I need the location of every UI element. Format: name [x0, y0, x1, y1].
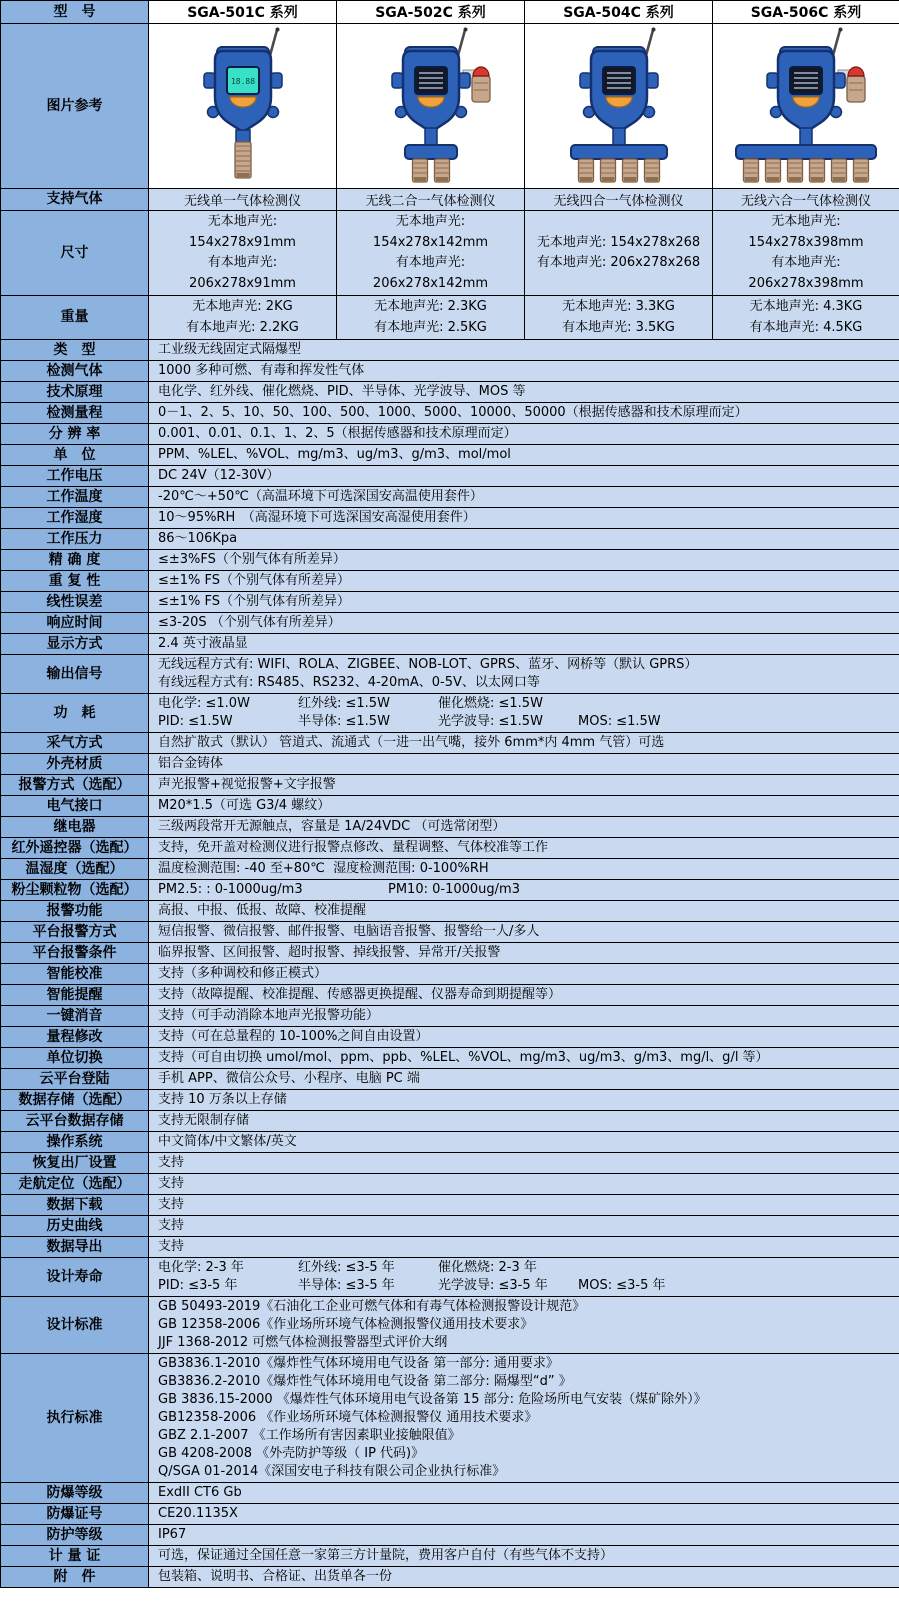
row-value	[149, 592, 899, 613]
spec-row-28	[1, 964, 899, 985]
row-label: 云平台数据存储	[1, 1111, 149, 1132]
model-name-sga-506c: SGA-506C 系列	[713, 1, 899, 24]
row-value-line: GB12358-2006 《作业场所环境气体检测报警仪 通用技术要求》	[158, 1410, 538, 1425]
image-reference-row	[1, 24, 899, 189]
spec-row-30	[1, 1006, 899, 1027]
spec-row-19	[1, 775, 899, 796]
row-value	[149, 838, 899, 859]
row-value	[149, 634, 899, 655]
row-label: 计 量 证	[1, 1546, 149, 1567]
spec-row-46	[1, 1504, 899, 1525]
row-label: 智能校准	[1, 964, 149, 985]
row-label: 报警方式（选配）	[1, 775, 149, 796]
row-label: 线性误差	[1, 592, 149, 613]
model-header-label: 型 号	[1, 1, 149, 24]
row-label: 报警功能	[1, 901, 149, 922]
row-value	[149, 1216, 899, 1237]
row-value	[149, 733, 899, 754]
spec-row-14	[1, 634, 899, 655]
spec-row-45	[1, 1483, 899, 1504]
row-label: 平台报警条件	[1, 943, 149, 964]
row-value-line: 临界报警、区间报警、超时报警、掉线报警、异常开/关报警	[158, 945, 501, 960]
spec-row-29	[1, 985, 899, 1006]
row-value	[149, 1069, 899, 1090]
row-value-line: Q/SGA 01-2014《深国安电子科技有限公司企业执行标准》	[158, 1464, 506, 1479]
row-value	[149, 1111, 899, 1132]
spec-row-44	[1, 1354, 899, 1483]
spec-row-25	[1, 901, 899, 922]
spec-row-1	[1, 361, 899, 382]
spec-row-0	[1, 340, 899, 361]
size-line: 无本地声光: 154x278x268	[536, 234, 701, 250]
row-value	[149, 880, 899, 901]
row-value-line: GBZ 2.1-2007 《工作场所有害因素职业接触限值》	[158, 1428, 461, 1443]
row-value	[149, 1567, 899, 1588]
row-value-line: ≤±1% FS（个别气体有所差异）	[158, 594, 351, 609]
size-cell	[337, 211, 525, 296]
row-label: 红外遥控器（选配）	[1, 838, 149, 859]
spec-row-33	[1, 1069, 899, 1090]
row-value	[149, 361, 899, 382]
model-name-sga-504c: SGA-504C 系列	[525, 1, 713, 24]
row-value-line: 手机 APP、微信公众号、小程序、电脑 PC 端	[158, 1071, 420, 1086]
row-value-line: 高报、中报、低报、故障、校准提醒	[158, 903, 367, 918]
row-value-line	[158, 713, 890, 731]
value-segment: 催化燃烧: 2-3 年	[438, 1260, 537, 1275]
row-label: 外壳材质	[1, 754, 149, 775]
row-value	[149, 403, 899, 424]
size-line: 有本地声光: 206x278x268	[536, 255, 701, 270]
row-value-line: ≤3-20S （个别气体有所差异）	[158, 615, 341, 630]
weight-line: 无本地声光: 4.3KG	[749, 299, 863, 314]
row-value-line: IP67	[158, 1527, 187, 1542]
row-value-line: GB 12358-2006《作业场所环境气体检测报警仪通用技术要求》	[158, 1317, 534, 1332]
row-label: 数据导出	[1, 1237, 149, 1258]
row-value	[149, 694, 899, 733]
row-value	[149, 424, 899, 445]
row-value	[149, 922, 899, 943]
row-value	[149, 1132, 899, 1153]
spec-row-36	[1, 1132, 899, 1153]
gas-detector-image	[716, 24, 896, 184]
row-label: 采气方式	[1, 733, 149, 754]
row-value-line: 支持	[158, 1218, 185, 1233]
spec-row-34	[1, 1090, 899, 1111]
row-label: 支持气体	[1, 189, 149, 211]
spec-row-11	[1, 571, 899, 592]
row-value-line: 支持（故障提醒、校准提醒、传感器更换提醒、仪器寿命到期提醒等）	[158, 987, 562, 1002]
spec-row-22	[1, 838, 899, 859]
row-value	[149, 1027, 899, 1048]
row-value-line: 工业级无线固定式隔爆型	[158, 342, 302, 357]
size-cell	[525, 211, 713, 296]
row-label: 电气接口	[1, 796, 149, 817]
row-value	[149, 817, 899, 838]
row-value-line: 中文简体/中文繁体/英文	[158, 1134, 297, 1149]
model-header-row	[1, 1, 899, 24]
row-value	[149, 1048, 899, 1069]
weight-row	[1, 296, 899, 340]
row-label: 防护等级	[1, 1525, 149, 1546]
row-label: 尺寸	[1, 211, 149, 296]
value-segment: MOS: ≤1.5W	[578, 714, 661, 729]
spec-row-35	[1, 1111, 899, 1132]
value-segment: 电化学: ≤1.0W	[158, 696, 250, 711]
image-cell-sga-506c	[713, 24, 899, 189]
row-value-line: 10～95%RH （高湿环境下可选深国安高湿使用套件）	[158, 510, 476, 525]
spec-row-38	[1, 1174, 899, 1195]
row-value-line: ≤±1% FS（个别气体有所差异）	[158, 573, 351, 588]
size-line: 无本地声光: 154x278x398mm	[748, 214, 864, 250]
spec-row-3	[1, 403, 899, 424]
row-value-line	[158, 1277, 890, 1295]
image-cell-sga-502c	[337, 24, 525, 189]
weight-line: 有本地声光: 3.5KG	[562, 319, 675, 335]
row-value	[149, 964, 899, 985]
row-label: 防爆证号	[1, 1504, 149, 1525]
value-segment: 光学波导: ≤1.5W	[438, 714, 543, 729]
row-value-line: 支持（可在总量程的 10-100%之间自由设置）	[158, 1029, 429, 1044]
row-value-line	[158, 695, 890, 713]
spec-row-49	[1, 1567, 899, 1588]
gas-detector-image	[341, 24, 521, 184]
row-value-line: JJF 1368-2012 可燃气体检测报警器型式评价大纲	[158, 1335, 448, 1350]
weight-line: 无本地声光: 3.3KG	[562, 299, 675, 314]
value-segment: PID: ≤3-5 年	[158, 1278, 238, 1293]
row-label: 重量	[1, 296, 149, 340]
row-label: 精 确 度	[1, 550, 149, 571]
size-cell	[713, 211, 899, 296]
row-value-line: GB3836.1-2010《爆炸性气体环境用电气设备 第一部分: 通用要求》	[158, 1356, 559, 1371]
row-label: 走航定位（选配）	[1, 1174, 149, 1195]
spec-row-32	[1, 1048, 899, 1069]
row-label: 附 件	[1, 1567, 149, 1588]
row-value-line: 支持	[158, 1197, 185, 1212]
row-value-line: 0－1、2、5、10、50、100、500、1000、5000、10000、50000（根据传感器和技术原理而定）	[158, 405, 748, 420]
row-label: 恢复出厂设置	[1, 1153, 149, 1174]
row-label: 平台报警方式	[1, 922, 149, 943]
size-line: 无本地声光: 154x278x142mm	[372, 214, 489, 250]
row-value	[149, 1297, 899, 1354]
spec-row-15	[1, 655, 899, 694]
row-value-line: DC 24V（12-30V）	[158, 468, 280, 483]
row-value	[149, 445, 899, 466]
svg-text:18.88: 18.88	[230, 77, 255, 86]
spec-row-12	[1, 592, 899, 613]
row-value-line: 支持	[158, 1176, 185, 1191]
size-line: 有本地声光: 206x278x142mm	[372, 255, 489, 291]
row-value-line: 包装箱、说明书、合格证、出货单各一份	[158, 1569, 393, 1584]
row-label: 分 辨 率	[1, 424, 149, 445]
weight-line: 无本地声光: 2.3KG	[374, 299, 487, 314]
row-value	[149, 1153, 899, 1174]
spec-row-20	[1, 796, 899, 817]
row-value-line: GB3836.2-2010《爆炸性气体环境用电气设备 第二部分: 隔爆型“d” 》	[158, 1374, 572, 1389]
spec-row-43	[1, 1297, 899, 1354]
row-value	[149, 1006, 899, 1027]
row-value	[149, 1090, 899, 1111]
row-value	[149, 1483, 899, 1504]
spec-row-5	[1, 445, 899, 466]
spec-row-40	[1, 1216, 899, 1237]
row-value-line: GB 50493-2019《石油化工企业可燃气体和有毒气体检测报警设计规范》	[158, 1299, 586, 1314]
image-cell-sga-501c	[149, 24, 337, 189]
weight-line: 有本地声光: 4.5KG	[749, 319, 863, 335]
row-value	[149, 487, 899, 508]
image-cell-sga-504c	[525, 24, 713, 189]
row-label: 量程修改	[1, 1027, 149, 1048]
spec-row-21	[1, 817, 899, 838]
row-value	[149, 571, 899, 592]
size-line: 无本地声光: 154x278x91mm	[189, 214, 296, 250]
row-label: 单 位	[1, 445, 149, 466]
row-value	[149, 529, 899, 550]
row-label: 技术原理	[1, 382, 149, 403]
row-value-line: 电化学、红外线、催化燃烧、PID、半导体、光学波导、MOS 等	[158, 384, 526, 399]
row-value-line: GB 4208-2008 《外壳防护等级（ IP 代码)》	[158, 1446, 425, 1461]
row-value-line: CE20.1135X	[158, 1506, 238, 1521]
row-value-line: 温度检测范围: -40 至+80℃ 湿度检测范围: 0-100%RH	[158, 861, 489, 876]
value-segment: 红外线: ≤3-5 年	[298, 1260, 395, 1275]
row-value-line: M20*1.5（可选 G3/4 螺纹）	[158, 798, 331, 813]
gas-type-cell: 无线单一气体检测仪	[149, 189, 337, 211]
row-value	[149, 550, 899, 571]
row-label: 执行标准	[1, 1354, 149, 1483]
spec-row-17	[1, 733, 899, 754]
row-value-line: PPM、%LEL、%VOL、mg/m3、ug/m3、g/m3、mol/mol	[158, 447, 511, 462]
row-value-line: 0.001、0.01、0.1、1、2、5（根据传感器和技术原理而定）	[158, 426, 517, 441]
row-value	[149, 901, 899, 922]
spec-row-24	[1, 880, 899, 901]
row-value	[149, 340, 899, 361]
row-label: 图片参考	[1, 24, 149, 189]
row-value-line: 支持（可手动消除本地声光报警功能）	[158, 1008, 380, 1023]
row-value	[149, 466, 899, 487]
row-value	[149, 775, 899, 796]
row-label: 温湿度（选配）	[1, 859, 149, 880]
value-segment: MOS: ≤3-5 年	[578, 1278, 666, 1293]
row-value-line: 支持（多种调校和修正模式）	[158, 966, 328, 981]
row-value-line: 支持	[158, 1239, 185, 1254]
spec-row-47	[1, 1525, 899, 1546]
row-value	[149, 1237, 899, 1258]
gas-type-cell: 无线二合一气体检测仪	[337, 189, 525, 211]
row-value	[149, 796, 899, 817]
row-label: 检测气体	[1, 361, 149, 382]
row-value-line: 支持 10 万条以上存储	[158, 1092, 287, 1107]
row-label: 输出信号	[1, 655, 149, 694]
value-segment: 光学波导: ≤3-5 年	[438, 1278, 548, 1293]
weight-cell	[713, 296, 899, 340]
value-segment: PID: ≤1.5W	[158, 714, 233, 729]
row-label: 云平台登陆	[1, 1069, 149, 1090]
size-line: 有本地声光: 206x278x398mm	[748, 255, 864, 291]
row-label: 功 耗	[1, 694, 149, 733]
weight-line: 有本地声光: 2.5KG	[374, 319, 487, 335]
row-label: 检测量程	[1, 403, 149, 424]
weight-line: 无本地声光: 2KG	[192, 299, 293, 314]
row-label: 操作系统	[1, 1132, 149, 1153]
row-value-line: 短信报警、微信报警、邮件报警、电脑语音报警、报警给一人/多人	[158, 924, 540, 939]
row-value-line: 无线远程方式有: WIFI、ROLA、ZIGBEE、NOB-LOT、GPRS、蓝牙、网桥等（默认 GPRS）	[158, 657, 698, 672]
row-value	[149, 613, 899, 634]
value-segment: 催化燃烧: ≤1.5W	[438, 696, 543, 711]
row-label: 单位切换	[1, 1048, 149, 1069]
row-value-line: 86～106Kpa	[158, 531, 238, 546]
spec-row-48	[1, 1546, 899, 1567]
row-value	[149, 382, 899, 403]
spec-row-42	[1, 1258, 899, 1297]
spec-row-10	[1, 550, 899, 571]
model-name-sga-501c: SGA-501C 系列	[149, 1, 337, 24]
row-label: 工作压力	[1, 529, 149, 550]
row-value-line: 三级两段常开无源触点，容量是 1A/24VDC （可选常闭型）	[158, 819, 506, 834]
row-value-line: GB 3836.15-2000 《爆炸性气体环境用电气设备第 15 部分: 危险场所电气安装（煤矿除外）》	[158, 1392, 707, 1407]
row-value	[149, 1546, 899, 1567]
row-label: 显示方式	[1, 634, 149, 655]
size-cell	[149, 211, 337, 296]
row-value-line	[158, 881, 890, 899]
row-value-line: 2.4 英寸液晶显	[158, 636, 248, 651]
spec-row-26	[1, 922, 899, 943]
value-segment: PM10: 0-1000ug/m3	[388, 882, 520, 897]
gas-type-cell: 无线六合一气体检测仪	[713, 189, 899, 211]
row-label: 智能提醒	[1, 985, 149, 1006]
row-value	[149, 508, 899, 529]
weight-cell	[337, 296, 525, 340]
row-value	[149, 1195, 899, 1216]
row-label: 数据存储（选配）	[1, 1090, 149, 1111]
row-value-line: 支持	[158, 1155, 185, 1170]
row-label: 一键消音	[1, 1006, 149, 1027]
row-label: 类 型	[1, 340, 149, 361]
row-value	[149, 1525, 899, 1546]
row-value-line: ExdII CT6 Gb	[158, 1485, 242, 1500]
spec-row-23	[1, 859, 899, 880]
row-value-line: 有线远程方式有: RS485、RS232、4-20mA、0-5V、以太网口等	[158, 675, 540, 690]
row-label: 继电器	[1, 817, 149, 838]
row-value	[149, 1354, 899, 1483]
row-value	[149, 655, 899, 694]
spec-row-4	[1, 424, 899, 445]
row-value-line: 1000 多种可燃、有毒和挥发性气体	[158, 363, 365, 378]
value-segment: 红外线: ≤1.5W	[298, 696, 390, 711]
spec-row-13	[1, 613, 899, 634]
spec-row-27	[1, 943, 899, 964]
row-value	[149, 943, 899, 964]
row-label: 设计寿命	[1, 1258, 149, 1297]
row-value	[149, 1258, 899, 1297]
row-value-line: 声光报警+视觉报警+文字报警	[158, 777, 336, 792]
row-value-line: 铝合金铸体	[158, 756, 224, 771]
weight-line: 有本地声光: 2.2KG	[186, 319, 299, 335]
spec-row-16	[1, 694, 899, 733]
spec-row-7	[1, 487, 899, 508]
size-line: 有本地声光: 206x278x91mm	[189, 255, 296, 291]
row-label: 响应时间	[1, 613, 149, 634]
dimensions-row	[1, 211, 899, 296]
row-label: 工作温度	[1, 487, 149, 508]
row-value-line: -20℃～+50℃（高温环境下可选深国安高温使用套件）	[158, 489, 483, 504]
gas-detector-image	[153, 24, 333, 184]
spec-row-18	[1, 754, 899, 775]
row-value-line: 支持无限制存储	[158, 1113, 250, 1128]
row-value-line: ≤±3%FS（个别气体有所差异）	[158, 552, 346, 567]
row-value	[149, 1174, 899, 1195]
row-label: 重 复 性	[1, 571, 149, 592]
gas-type-cell: 无线四合一气体检测仪	[525, 189, 713, 211]
row-label: 设计标准	[1, 1297, 149, 1354]
value-segment: PM2.5: : 0-1000ug/m3	[158, 882, 303, 897]
supported-gas-row	[1, 189, 899, 211]
row-value-line: 支持，免开盖对检测仪进行报警点修改、量程调整、气体校准等工作	[158, 840, 549, 855]
weight-cell	[149, 296, 337, 340]
row-value-line: 自然扩散式（默认） 管道式、流通式（一进一出气嘴，接外 6mm*内 4mm 气管）可选	[158, 735, 665, 750]
value-segment: 半导体: ≤3-5 年	[298, 1278, 395, 1293]
spec-row-6	[1, 466, 899, 487]
value-segment: 半导体: ≤1.5W	[298, 714, 390, 729]
row-value	[149, 859, 899, 880]
spec-row-39	[1, 1195, 899, 1216]
value-segment: 电化学: 2-3 年	[158, 1260, 244, 1275]
gas-detector-image	[529, 24, 709, 184]
weight-cell	[525, 296, 713, 340]
row-label: 历史曲线	[1, 1216, 149, 1237]
row-value-line: 可选，保证通过全国任意一家第三方计量院，费用客户自付（有些气体不支持）	[158, 1548, 614, 1563]
spec-row-8	[1, 508, 899, 529]
row-value-line: 支持（可自由切换 umol/mol、ppm、ppb、%LEL、%VOL、mg/m3、ug/m3、g/m3、mg/l、g/l 等）	[158, 1050, 769, 1065]
row-value-line	[158, 1259, 890, 1277]
spec-row-31	[1, 1027, 899, 1048]
spec-row-9	[1, 529, 899, 550]
row-label: 防爆等级	[1, 1483, 149, 1504]
row-label: 数据下载	[1, 1195, 149, 1216]
spec-row-41	[1, 1237, 899, 1258]
spec-row-2	[1, 382, 899, 403]
spec-row-37	[1, 1153, 899, 1174]
row-label: 粉尘颗粒物（选配）	[1, 880, 149, 901]
row-label: 工作湿度	[1, 508, 149, 529]
row-value	[149, 754, 899, 775]
row-value	[149, 1504, 899, 1525]
row-value	[149, 985, 899, 1006]
model-name-sga-502c: SGA-502C 系列	[337, 1, 525, 24]
row-label: 工作电压	[1, 466, 149, 487]
